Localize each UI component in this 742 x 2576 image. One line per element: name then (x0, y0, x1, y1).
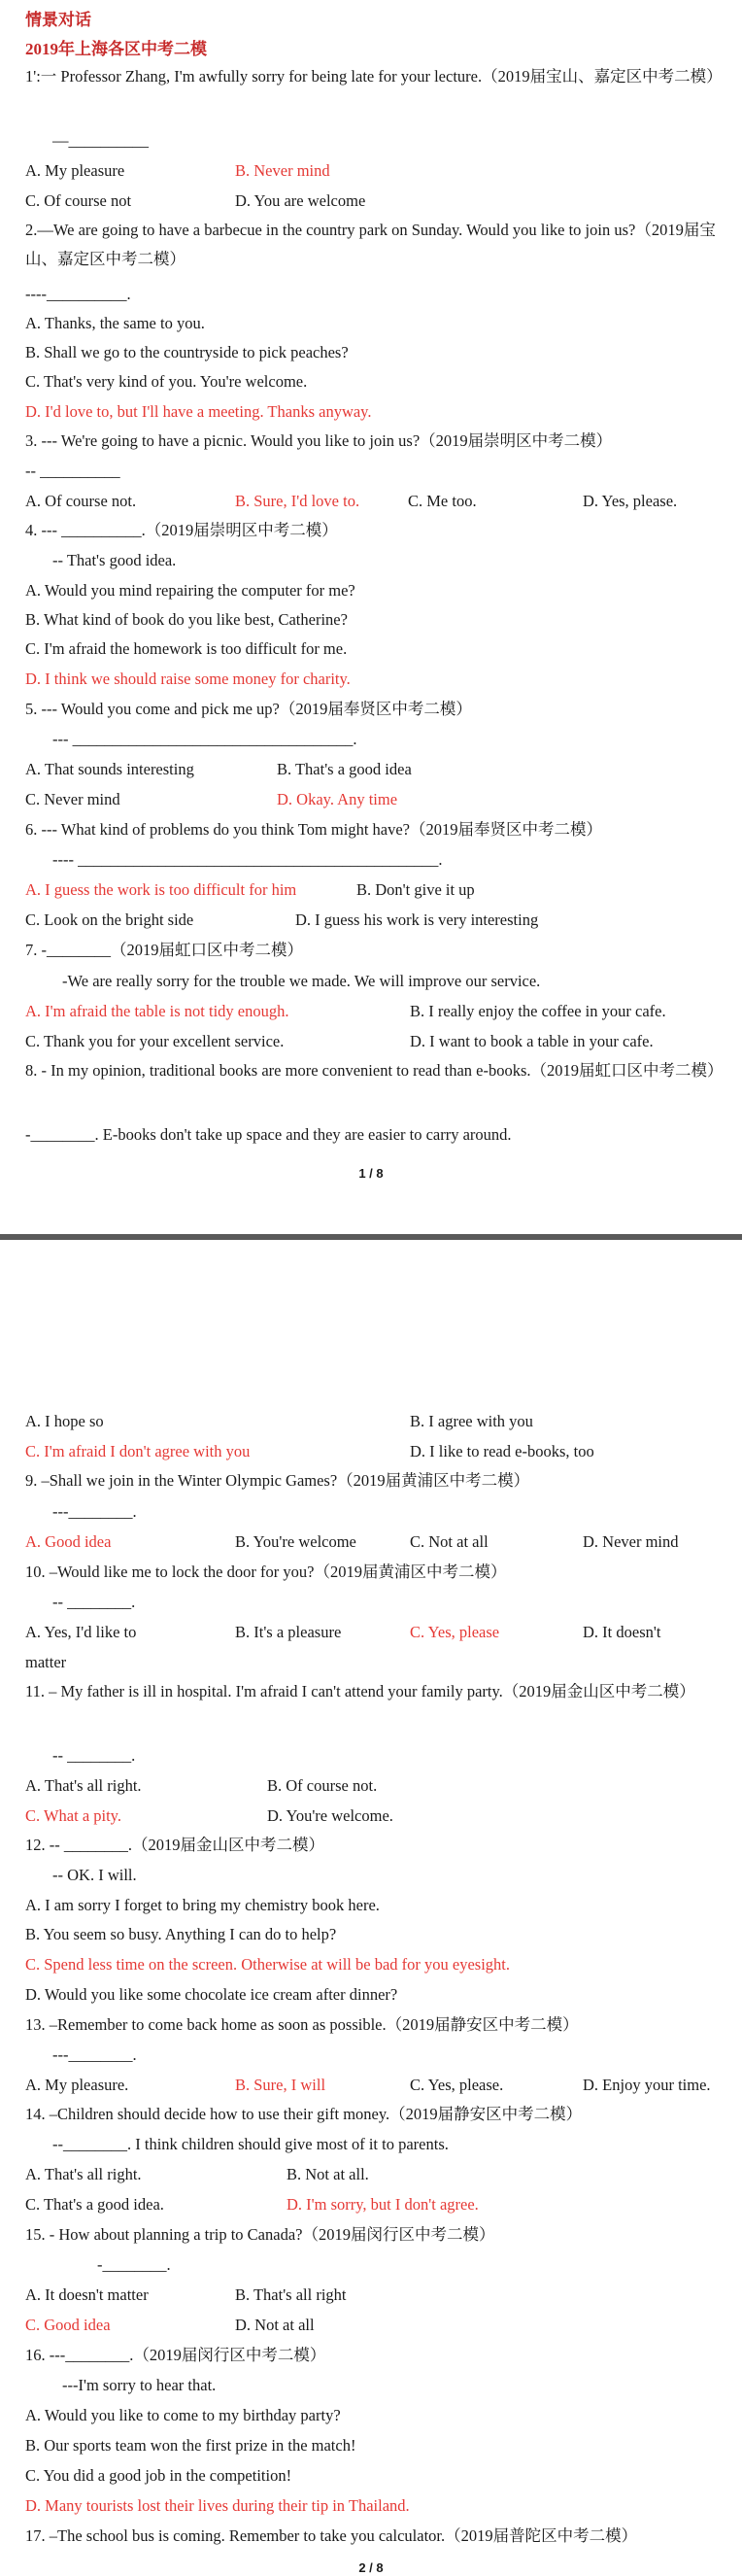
question-10-option-d: D. It doesn't (583, 1623, 661, 1641)
question-15-reply: -________. (97, 2255, 171, 2274)
question-11-option-c: C. What a pity. (25, 1806, 121, 1825)
question-14-option-d: D. I'm sorry, but I don't agree. (287, 2195, 479, 2214)
page-separator (0, 1234, 742, 1240)
question-15-option-d: D. Not at all (235, 2316, 315, 2334)
question-12-option-c: C. Spend less time on the screen. Otherwise at will be bad for you eyesight. (25, 1955, 511, 1974)
question-9-stem: 9. –Shall we join in the Winter Olympic Games?（2019届黄浦区中考二模） (25, 1471, 530, 1490)
question-3-stem: 3. --- We're going to have a picnic. Would you like to join us?（2019届崇明区中考二模） (25, 431, 613, 450)
question-1-option-a: A. My pleasure (25, 161, 125, 180)
question-8-option-b: B. I agree with you (410, 1412, 533, 1430)
question-4-reply: -- That's good idea. (52, 551, 177, 569)
question-2-option-a: A. Thanks, the same to you. (25, 314, 205, 332)
exam-title: 2019年上海各区中考二模 (25, 40, 207, 58)
question-6-option-d: D. I guess his work is very interesting (295, 910, 539, 929)
question-13-stem: 13. –Remember to come back home as soon as possible.（2019届静安区中考二模） (25, 2015, 579, 2034)
question-9-option-d: D. Never mind (583, 1532, 679, 1551)
question-7-option-d: D. I want to book a table in your cafe. (410, 1032, 654, 1050)
question-14-stem: 14. –Children should decide how to use their gift money.（2019届静安区中考二模） (25, 2105, 583, 2123)
question-11-option-d: D. You're welcome. (267, 1806, 393, 1825)
question-7-reply: -We are really sorry for the trouble we made. We will improve our service. (62, 972, 541, 990)
question-8-option-c: C. I'm afraid I don't agree with you (25, 1442, 251, 1460)
question-2-reply: ----__________. (25, 285, 131, 303)
question-14-option-b: B. Not at all. (287, 2165, 369, 2183)
question-13-reply: ---________. (52, 2045, 137, 2064)
question-11-option-b: B. Of course not. (267, 1776, 378, 1795)
question-16-option-b: B. Our sports team won the first prize in the match! (25, 2436, 356, 2455)
question-4-option-a: A. Would you mind repairing the computer for me? (25, 581, 355, 600)
question-5-option-a: A. That sounds interesting (25, 760, 194, 778)
question-15-stem: 15. - How about planning a trip to Canada?（2019届闵行区中考二模） (25, 2225, 495, 2244)
question-14-option-a: A. That's all right. (25, 2165, 142, 2183)
question-11-reply: -- ________. (52, 1746, 136, 1765)
question-13-option-c: C. Yes, please. (410, 2076, 504, 2094)
question-7-option-a: A. I'm afraid the table is not tidy enough. (25, 1002, 289, 1020)
question-12-reply: -- OK. I will. (52, 1866, 137, 1884)
question-2-option-c: C. That's very kind of you. You're welcome. (25, 372, 308, 391)
question-7-option-b: B. I really enjoy the coffee in your cafe. (410, 1002, 666, 1020)
question-6-option-c: C. Look on the bright side (25, 910, 194, 929)
question-10-option-a: A. Yes, I'd like to (25, 1623, 137, 1641)
question-3-option-c: C. Me too. (408, 492, 477, 510)
question-5-reply: --- ___________________________________. (52, 730, 357, 748)
question-2-option-b: B. Shall we go to the countryside to pick peaches? (25, 343, 349, 361)
question-9-option-c: C. Not at all (410, 1532, 489, 1551)
question-10-option-c: C. Yes, please (410, 1623, 500, 1641)
question-3-option-a: A. Of course not. (25, 492, 137, 510)
question-6-reply: ---- _____________________________________________. (52, 850, 443, 869)
question-15-option-c: C. Good idea (25, 2316, 111, 2334)
question-3-option-b: B. Sure, I'd love to. (235, 492, 360, 510)
question-1-stem: 1':一 Professor Zhang, I'm awfully sorry for being late for your lecture.（2019届宝山、嘉定区中考二模） (25, 67, 723, 86)
question-4-stem: 4. --- __________.（2019届崇明区中考二模） (25, 521, 338, 539)
question-12-option-d: D. Would you like some chocolate ice cream after dinner? (25, 1985, 398, 2004)
question-12-stem: 12. -- ________.（2019届金山区中考二模） (25, 1836, 324, 1854)
question-15-option-a: A. It doesn't matter (25, 2285, 149, 2304)
question-4-option-b: B. What kind of book do you like best, Catherine? (25, 610, 348, 629)
question-6-stem: 6. --- What kind of problems do you think Tom might have?（2019届奉贤区中考二模） (25, 820, 603, 839)
question-12-option-b: B. You seem so busy. Anything I can do to help? (25, 1925, 337, 1943)
question-8-reply: -________. E-books don't take up space and they are easier to carry around. (25, 1125, 512, 1144)
question-8-stem: 8. - In my opinion, traditional books are more convenient to read than e-books.（2019届虹口区中考二模） (25, 1061, 724, 1080)
question-16-option-c: C. You did a good job in the competition! (25, 2466, 292, 2485)
question-8-option-d: D. I like to read e-books, too (410, 1442, 594, 1460)
page-number-1: 1 / 8 (358, 1166, 384, 1181)
question-1-option-c: C. Of course not (25, 191, 132, 210)
question-14-option-c: C. That's a good idea. (25, 2195, 164, 2214)
question-7-stem: 7. -________（2019届虹口区中考二模） (25, 941, 303, 959)
question-5-option-d: D. Okay. Any time (277, 790, 398, 808)
question-3-reply: -- __________ (25, 462, 120, 480)
question-9-option-a: A. Good idea (25, 1532, 112, 1551)
page-number-2: 2 / 8 (358, 2560, 384, 2575)
question-9-reply: ---________. (52, 1502, 137, 1521)
question-16-stem: 16. ---________.（2019届闵行区中考二模） (25, 2346, 326, 2364)
question-4-option-c: C. I'm afraid the homework is too difficult for me. (25, 639, 348, 658)
question-8-option-a: A. I hope so (25, 1412, 104, 1430)
question-1-option-d: D. You are welcome (235, 191, 366, 210)
question-13-option-b: B. Sure, I will (235, 2076, 326, 2094)
question-14-reply: --________. I think children should give most of it to parents. (52, 2135, 449, 2153)
question-13-option-d: D. Enjoy your time. (583, 2076, 711, 2094)
question-12-option-a: A. I am sorry I forget to bring my chemistry book here. (25, 1896, 380, 1914)
question-4-option-d: D. I think we should raise some money for charity. (25, 670, 351, 688)
question-6-option-a: A. I guess the work is too difficult for him (25, 880, 297, 899)
question-10-reply: -- ________. (52, 1593, 136, 1611)
question-10-option-d-continued: matter (25, 1653, 67, 1671)
question-10-stem: 10. –Would like me to lock the door for you?（2019届黄浦区中考二模） (25, 1563, 507, 1581)
question-10-option-b: B. It's a pleasure (235, 1623, 342, 1641)
question-3-option-d: D. Yes, please. (583, 492, 678, 510)
question-5-option-c: C. Never mind (25, 790, 120, 808)
question-5-stem: 5. --- Would you come and pick me up?（2019届奉贤区中考二模） (25, 700, 472, 718)
question-11-stem: 11. – My father is ill in hospital. I'm afraid I can't attend your family party.（2019届金山区中考二模） (25, 1682, 695, 1700)
document-page-1 (0, 0, 742, 1227)
question-7-option-c: C. Thank you for your excellent service. (25, 1032, 285, 1050)
question-2-stem: 2.—We are going to have a barbecue in the country park on Sunday. Would you like to join us?（2019届宝山、嘉定区中考二模） (25, 221, 716, 268)
section-title: 情景对话 (25, 11, 91, 29)
question-16-option-a: A. Would you like to come to my birthday party? (25, 2406, 341, 2424)
question-5-option-b: B. That's a good idea (277, 760, 412, 778)
question-15-option-b: B. That's all right (235, 2285, 347, 2304)
question-1-reply: —__________ (52, 131, 149, 150)
question-1-option-b: B. Never mind (235, 161, 330, 180)
question-17-stem: 17. –The school bus is coming. Remember to take you calculator.（2019届普陀区中考二模） (25, 2526, 638, 2545)
question-13-option-a: A. My pleasure. (25, 2076, 129, 2094)
question-2-option-d: D. I'd love to, but I'll have a meeting. Thanks anyway. (25, 402, 372, 421)
question-11-option-a: A. That's all right. (25, 1776, 142, 1795)
question-16-option-d: D. Many tourists lost their lives during their tip in Thailand. (25, 2496, 410, 2515)
question-6-option-b: B. Don't give it up (356, 880, 475, 899)
document-page-2 (0, 1276, 742, 2576)
question-16-reply: ---I'm sorry to hear that. (62, 2376, 217, 2394)
question-9-option-b: B. You're welcome (235, 1532, 356, 1551)
